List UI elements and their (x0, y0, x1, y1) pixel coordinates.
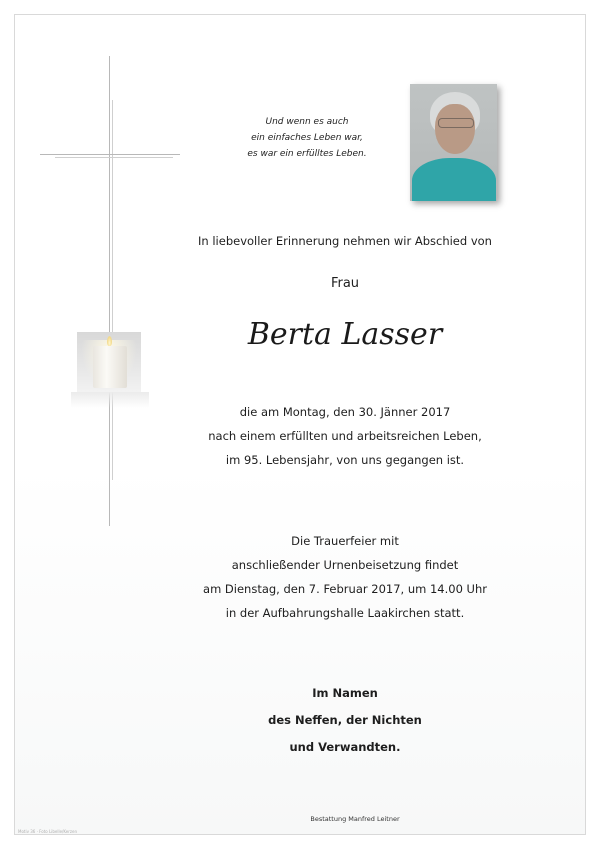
candle-reflection (71, 392, 149, 408)
death-notice-line: nach einem erfüllten und arbeitsreichen Leben, (208, 429, 482, 443)
quote (232, 114, 382, 162)
death-notice (160, 400, 530, 472)
quote-line: es war ein erfülltes Leben. (247, 149, 367, 159)
image-credit: Motiv 36 · Foto Libelle/Kerzen (18, 829, 78, 834)
ceremony-line: in der Aufbahrungshalle Laakirchen statt. (225, 606, 465, 620)
death-notice-line: die am Montag, den 30. Jänner 2017 (239, 405, 451, 419)
ceremony-info (160, 529, 530, 625)
signature-line: Im Namen (312, 686, 378, 700)
salutation: Frau (330, 276, 360, 291)
signature (160, 680, 530, 761)
quote-line: Und wenn es auch (265, 117, 349, 127)
candle-image (77, 332, 141, 392)
funeral-home: Bestattung Manfred Leitner (310, 815, 400, 823)
portrait-photo (410, 84, 497, 201)
ceremony-line: anschließender Urnenbeisetzung findet (231, 558, 459, 572)
death-notice-line: im 95. Lebensjahr, von uns gegangen ist. (225, 453, 465, 467)
quote-line: ein einfaches Leben war, (251, 133, 363, 143)
ceremony-line: Die Trauerfeier mit (291, 534, 399, 548)
intro-text: In liebevoller Erinnerung nehmen wir Abschied von (198, 234, 492, 248)
ceremony-line: am Dienstag, den 7. Februar 2017, um 14.00 Uhr (203, 582, 487, 596)
signature-line: des Neffen, der Nichten (268, 713, 422, 727)
deceased-name: Berta Lasser (247, 317, 443, 352)
signature-line: und Verwandten. (289, 740, 401, 754)
